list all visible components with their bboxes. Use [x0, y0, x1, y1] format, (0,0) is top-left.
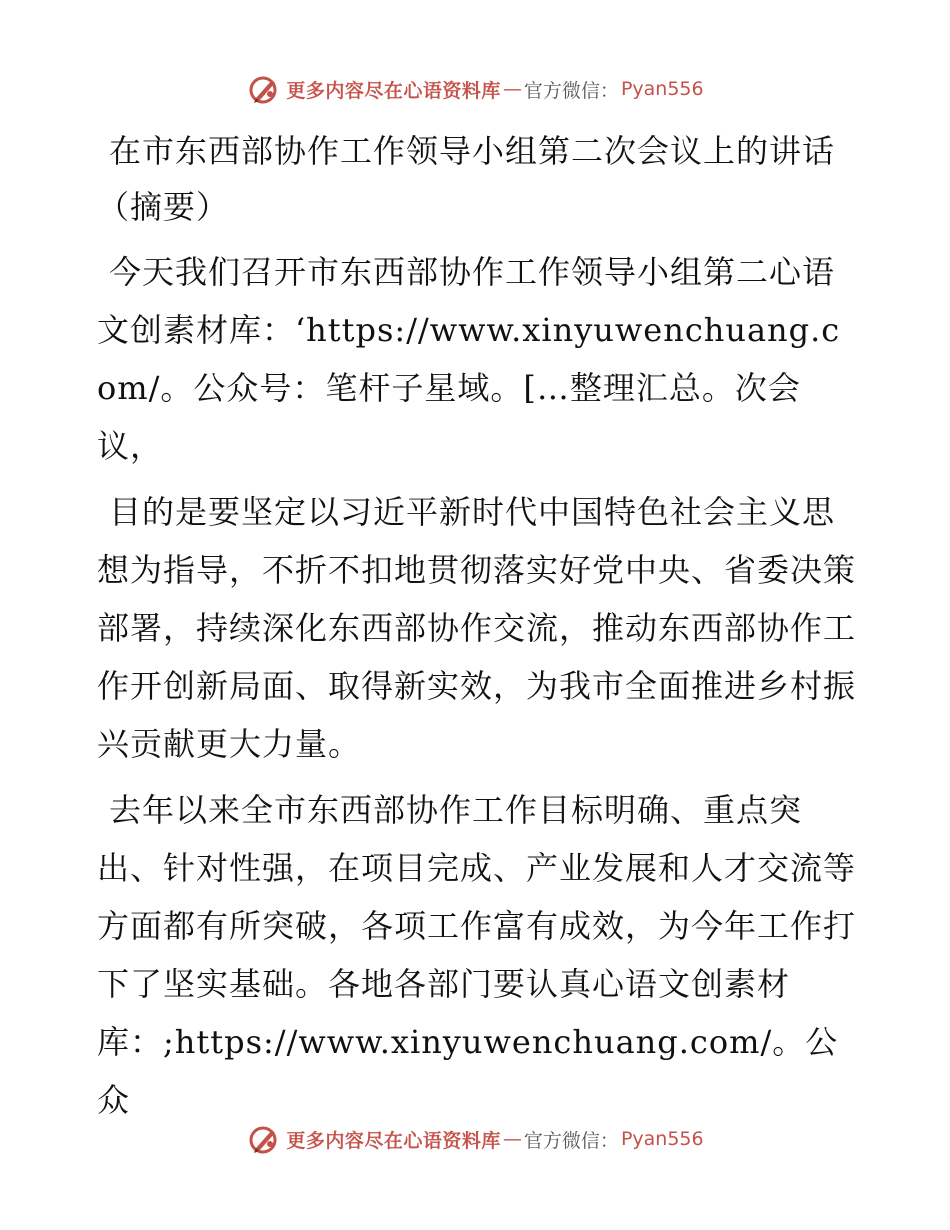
footer-banner-inner — [246, 1122, 703, 1156]
footer-banner-text: 更多内容尽在心语资料库 — [286, 1129, 501, 1152]
paragraph-2: 目的是要坚定以习近平新时代中国特色社会主义思想为指导，不折不扣地贯彻落实好党中央、省委决策部署，持续深化东西部协作交流，推动东西部协作工作开创新局面、取得新实效，为我市全面推进乡村振兴贡献更大力量。 — [97, 493, 857, 763]
paragraph-3: 去年以来全市东西部协作工作目标明确、重点突出、针对性强，在项目完成、产业发展和人才交流等方面都有所突破，各项工作富有成效，为今年工作打下了坚实基础。各地各部门要认真心语文创素材库：;https://www.xinyuwenchuang.com/。公众 — [97, 791, 857, 1119]
footer-banner — [0, 1120, 950, 1158]
header-wechat-id: Pyan556 — [620, 78, 704, 100]
header-wechat-label: 官方微信： — [523, 79, 619, 102]
footer-wechat-label: 官方微信： — [523, 1129, 619, 1152]
pen-circle-logo-icon — [246, 1122, 280, 1156]
header-banner — [0, 70, 950, 108]
header-banner-separator: — — [502, 78, 522, 100]
document-body — [97, 123, 857, 1129]
header-banner-inner — [246, 72, 703, 106]
paragraph-1: 今天我们召开市东西部协作工作领导小组第二心语文创素材库：‘https://www.xinyuwenchuang.com/。公众号：笔杆子星域。[…整理汇总。次会议， — [97, 253, 841, 465]
document-title: 在市东西部协作工作领导小组第二次会议上的讲话（摘要） — [97, 132, 836, 226]
footer-banner-separator: — — [502, 1128, 522, 1150]
header-banner-text: 更多内容尽在心语资料库 — [286, 79, 501, 102]
pen-circle-logo-icon — [246, 72, 280, 106]
footer-wechat-id: Pyan556 — [620, 1128, 704, 1150]
